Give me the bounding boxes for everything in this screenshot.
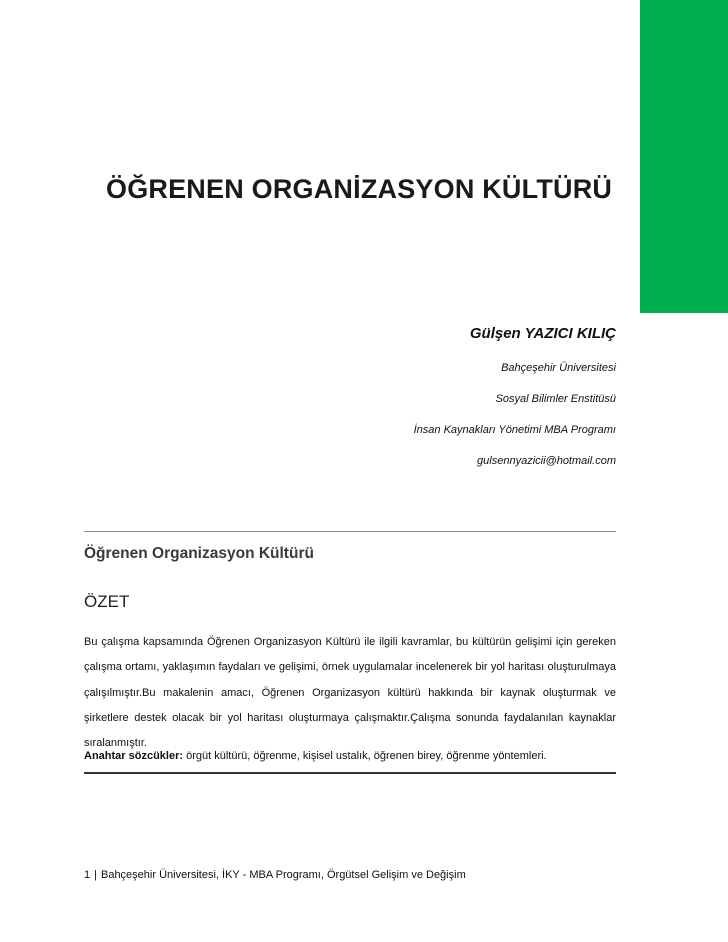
author-program: İnsan Kaynakları Yönetimi MBA Programı xyxy=(413,424,616,436)
abstract-paragraph: Bu çalışma kapsamında Öğrenen Organizasyon Kültürü ile ilgili kavramlar, bu kültürün gelişimi için gereken çalışma ortamı, yaklaşımın faydaları ve gelişimi, örnek uygulamalar incelenerek bir yol haritası oluşturulmaya çalışılmıştır.Bu makalenin amacı, Öğrenen Organizasyon kültürü hakkında bir kaynak oluşturmak ve şirketlere destek olacak bir yol haritası oluşturmaya çalışmaktır.Çalışma sonunda faydalanılan kaynaklar sıralanmıştır. xyxy=(84,636,616,750)
divider-bottom xyxy=(84,772,616,774)
divider-top xyxy=(84,531,616,532)
footer-separator: | xyxy=(94,869,97,881)
document-title: ÖĞRENEN ORGANİZASYON KÜLTÜRÜ xyxy=(106,174,613,204)
decorative-green-bar xyxy=(640,0,728,313)
footer-text: Bahçeşehir Üniversitesi, İKY - MBA Programı, Örgütsel Gelişim ve Değişim xyxy=(100,869,466,881)
section-title: Öğrenen Organizasyon Kültürü xyxy=(84,545,314,562)
keywords-line xyxy=(84,750,547,762)
keywords-text: örgüt kültürü, öğrenme, kişisel ustalık, öğrenen birey, öğrenme yöntemleri. xyxy=(183,750,547,762)
page-number: 1 xyxy=(84,869,91,881)
keywords-label: Anahtar sözcükler: xyxy=(84,750,184,762)
author-email: gulsennyazicii@hotmail.com xyxy=(477,455,616,467)
author-block xyxy=(414,325,616,467)
author-university: Bahçeşehir Üniversitesi xyxy=(501,362,616,374)
author-institute: Sosyal Bilimler Enstitüsü xyxy=(495,393,616,405)
abstract-heading: ÖZET xyxy=(84,592,130,611)
author-name: Gülşen YAZICI KILIÇ xyxy=(469,325,616,342)
page-footer xyxy=(84,869,466,881)
